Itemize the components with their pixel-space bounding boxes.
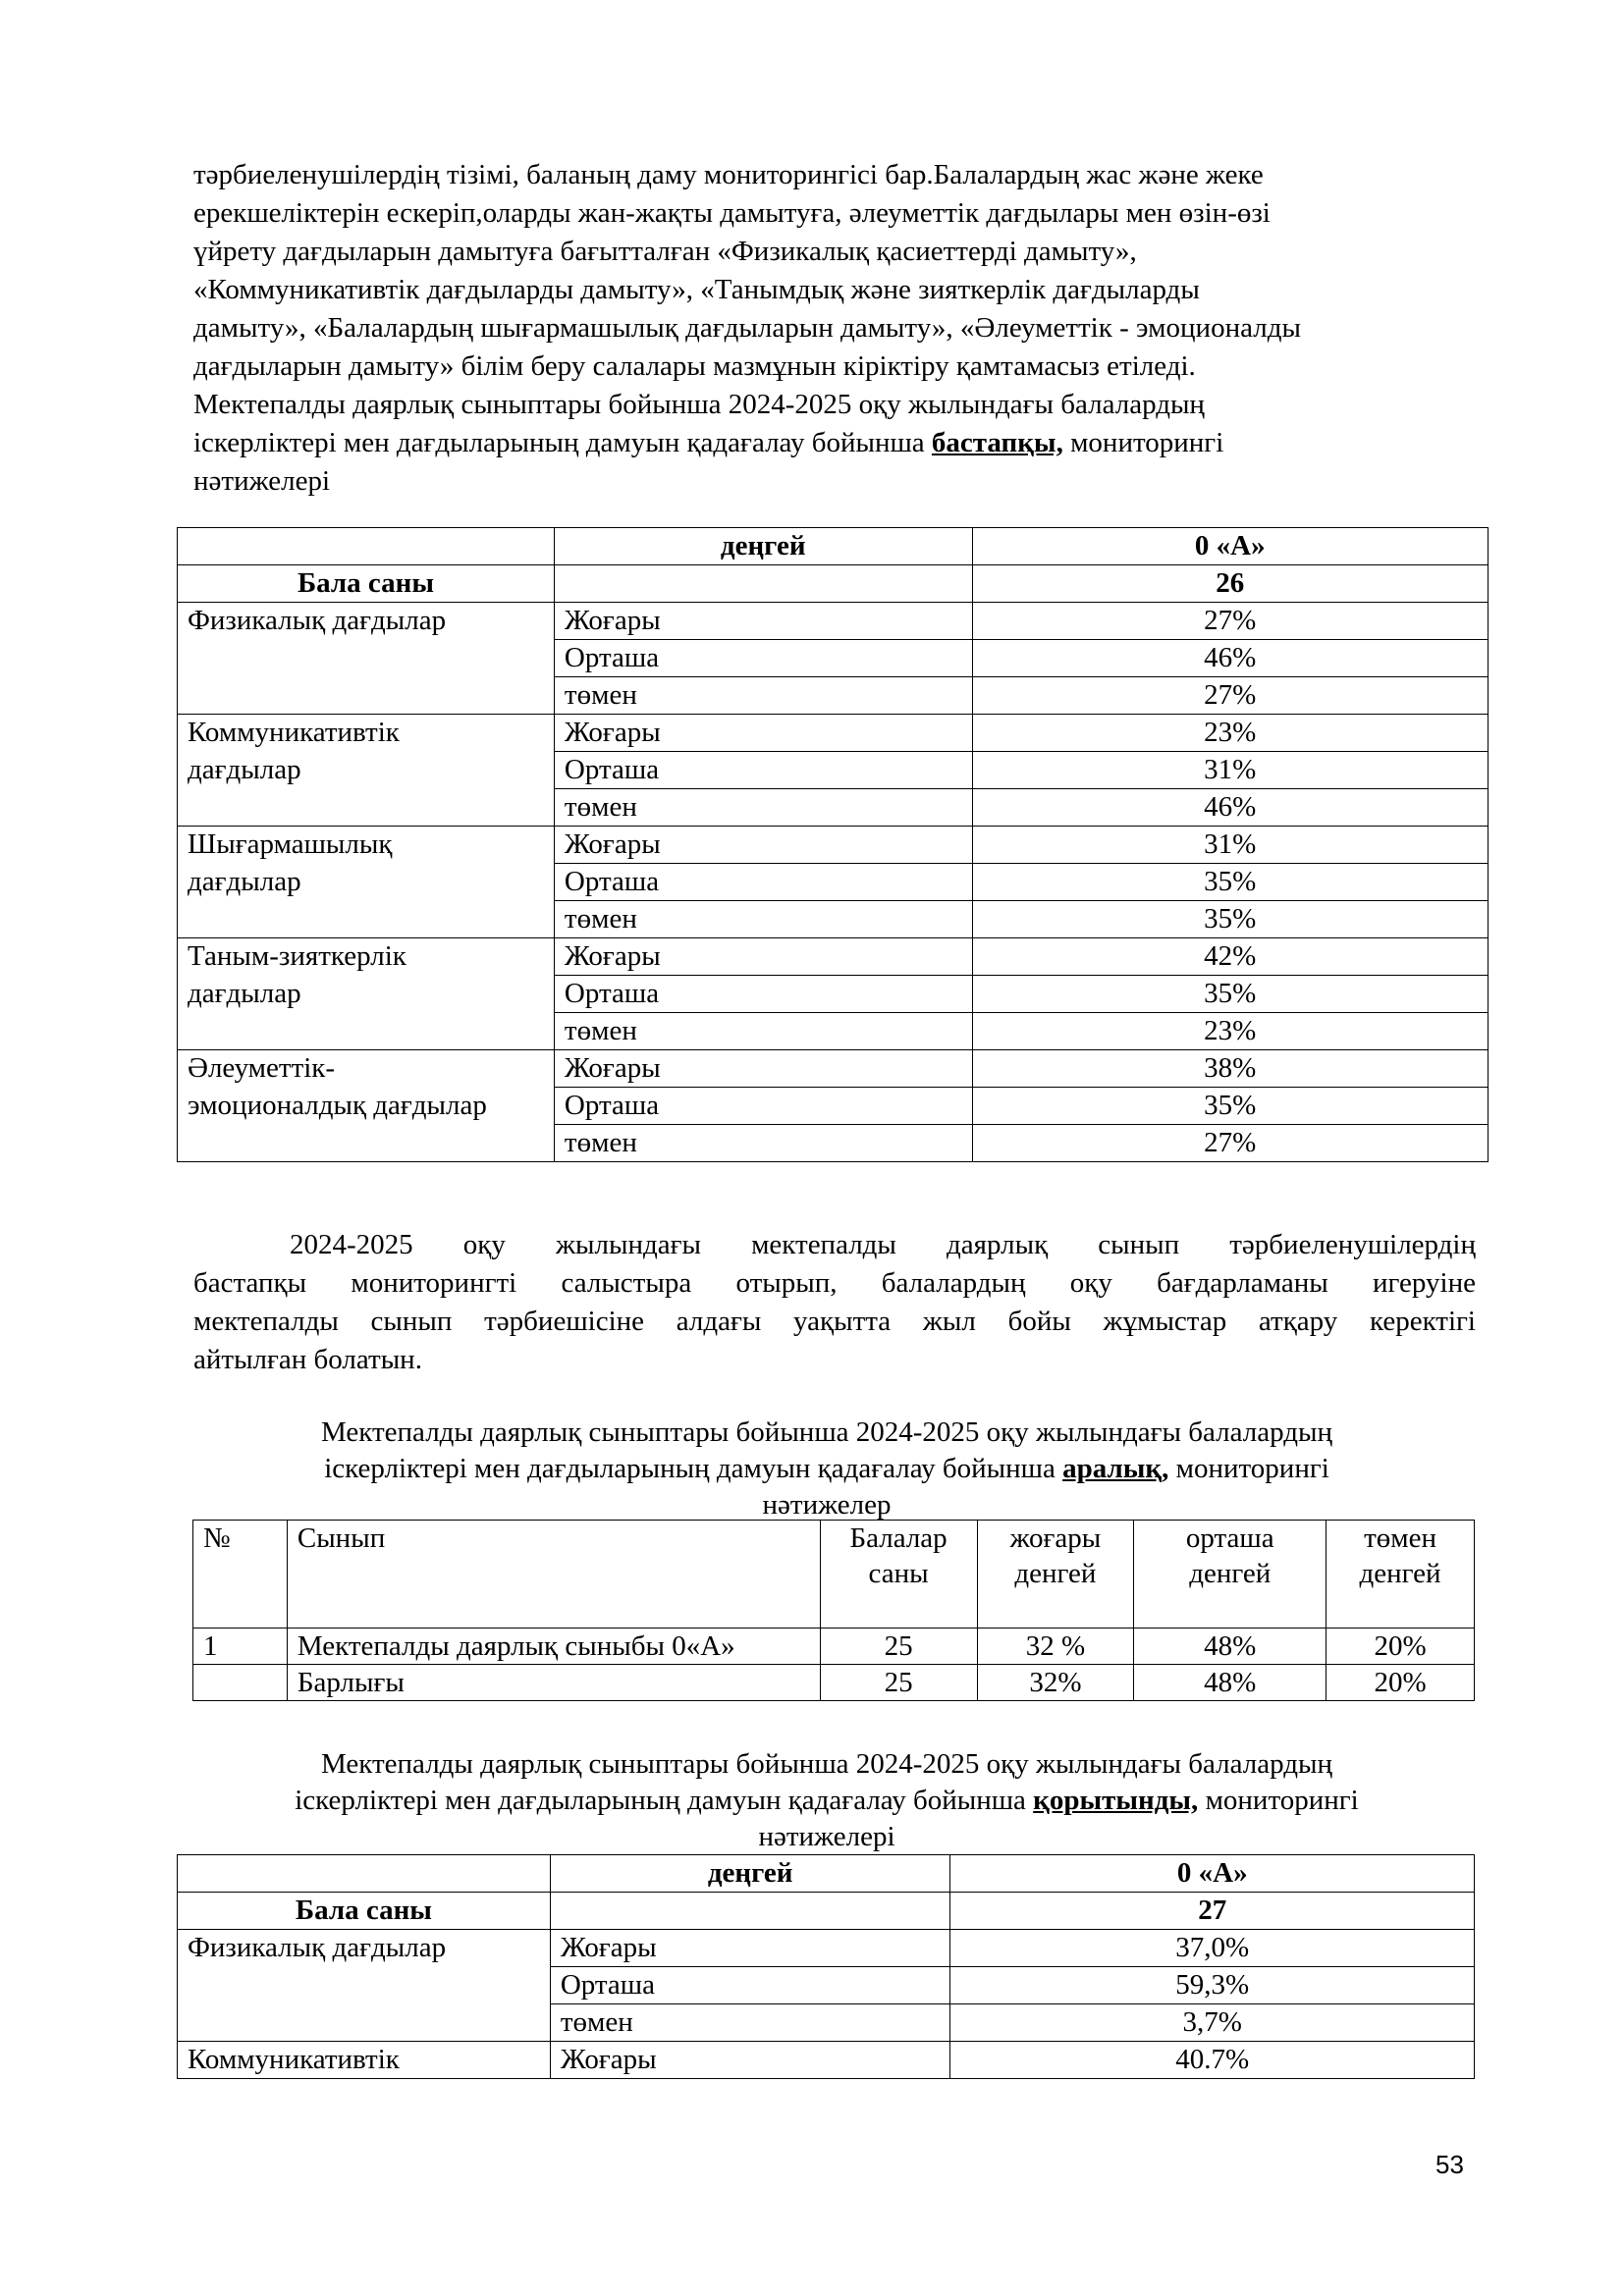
level-cell: төмен xyxy=(554,1013,972,1050)
value-cell: 23% xyxy=(972,715,1488,752)
title2-keyword: аралық, xyxy=(1062,1453,1169,1484)
level-cell: Орташа xyxy=(554,864,972,901)
header-class: 0 «А» xyxy=(972,528,1488,565)
conclusion-line: айтылған болатын. xyxy=(193,1344,422,1375)
skill-name: эмоционалдық дағдылар xyxy=(178,1088,555,1125)
conclusion-line: мектепалды сынып тәрбиешісіне алдағы уақытта жыл бойы жұмыстар атқару керектігі xyxy=(193,1306,1476,1337)
intro-line: үйрету дағдыларын дамытуға бағытталған «Физикалық қасиеттерді дамыту», xyxy=(193,236,1137,267)
value-cell: 27% xyxy=(972,1125,1488,1162)
level-cell: Жоғары xyxy=(550,1930,950,1967)
value-cell: 40.7% xyxy=(950,2042,1475,2079)
value-cell: 42% xyxy=(972,938,1488,976)
final-monitoring-table xyxy=(177,1854,1475,2079)
child-count-label: Бала саны xyxy=(178,565,555,603)
skill-name: дағдылар xyxy=(178,752,555,789)
skill-name: Әлеуметтік- xyxy=(178,1050,555,1088)
skill-name: Шығармашылық xyxy=(178,827,555,864)
level-cell: Жоғары xyxy=(554,827,972,864)
title1-keyword: бастапқы, xyxy=(931,427,1063,458)
title1-line2: іскерліктері мен дағдыларының дамуын қадағалау бойынша бастапқы, мониторингі xyxy=(193,427,1224,458)
level-cell: төмен xyxy=(554,1125,972,1162)
header-high: жоғары денгей xyxy=(977,1521,1134,1629)
intro-line: Мектепалды даярлық сыныптары бойынша 2024-2025 оқу жылындағы балалардың xyxy=(193,389,1205,420)
title3-keyword: қорытынды, xyxy=(1033,1785,1199,1816)
final-monitoring-title: Мектепалды даярлық сыныптары бойынша 2024-2025 оқу жылындағы балалардың іскерліктері мен дағдыларының дамуын қадағалау бойынша қорытынды, мониторингі нәтижелері xyxy=(295,1748,1359,1852)
header-level: деңгей xyxy=(550,1855,950,1893)
row-class: Мектепалды даярлық сыныбы 0«А» xyxy=(287,1629,820,1665)
skill-name: Коммуникативтік xyxy=(178,715,555,752)
skill-name: дағдылар xyxy=(178,976,555,1013)
level-cell: Орташа xyxy=(554,1088,972,1125)
interim-monitoring-title: Мектепалды даярлық сыныптары бойынша 2024-2025 оқу жылындағы балалардың іскерліктері мен дағдыларының дамуын қадағалау бойынша аралық, мониторингі нәтижелер xyxy=(321,1416,1332,1521)
value-cell: 35% xyxy=(972,1088,1488,1125)
level-cell: Орташа xyxy=(554,976,972,1013)
level-cell: Орташа xyxy=(554,752,972,789)
value-cell: 35% xyxy=(972,976,1488,1013)
value-cell: 23% xyxy=(972,1013,1488,1050)
row-low: 20% xyxy=(1326,1629,1475,1665)
conclusion-line: бастапқы мониторингті салыстыра отырып, балалардың оқу бағдарламаны игеруіне xyxy=(193,1267,1476,1299)
value-cell: 27% xyxy=(972,603,1488,640)
child-count-label: Бала саны xyxy=(178,1893,551,1930)
page-number: 53 xyxy=(1435,2150,1464,2179)
header-class: 0 «А» xyxy=(950,1855,1475,1893)
row-count: 25 xyxy=(820,1629,977,1665)
row-high: 32% xyxy=(977,1665,1134,1701)
value-cell: 35% xyxy=(972,901,1488,938)
child-count-value: 26 xyxy=(972,565,1488,603)
value-cell: 59,3% xyxy=(950,1967,1475,2004)
header-level: деңгей xyxy=(554,528,972,565)
value-cell: 31% xyxy=(972,752,1488,789)
level-cell: Орташа xyxy=(554,640,972,677)
header-low: төмен денгей xyxy=(1326,1521,1475,1629)
initial-monitoring-table xyxy=(177,527,1489,1162)
title1-line3: нәтижелері xyxy=(193,465,331,497)
value-cell: 35% xyxy=(972,864,1488,901)
intro-line: дағдыларын дамыту» білім беру салалары мазмұнын кіріктіру қамтамасыз етіледі. xyxy=(193,350,1196,382)
header-count: Балалар саны xyxy=(820,1521,977,1629)
header-mid: орташа денгей xyxy=(1134,1521,1326,1629)
level-cell: Жоғары xyxy=(554,715,972,752)
value-cell: 31% xyxy=(972,827,1488,864)
level-cell: Жоғары xyxy=(554,603,972,640)
row-class: Барлығы xyxy=(287,1665,820,1701)
intro-line: «Коммуникативтік дағдыларды дамыту», «Танымдық және зияткерлік дағдыларды xyxy=(193,274,1200,305)
interim-monitoring-table xyxy=(192,1520,1475,1701)
skill-name: Физикалық дағдылар xyxy=(178,1930,551,1967)
child-count-value: 27 xyxy=(950,1893,1475,1930)
row-num: 1 xyxy=(193,1629,288,1665)
value-cell: 46% xyxy=(972,789,1488,827)
intro-line: ерекшеліктерін ескеріп,оларды жан-жақты дамытуға, әлеуметтік дағдылары мен өзін-өзі xyxy=(193,197,1271,229)
conclusion-paragraph xyxy=(193,1226,1476,1379)
row-high: 32 % xyxy=(977,1629,1134,1665)
level-cell: Жоғары xyxy=(554,1050,972,1088)
intro-paragraph xyxy=(193,156,1460,501)
intro-line: тәрбиеленушілердің тізімі, баланың даму мониторингісі бар.Балалардың жас және жеке xyxy=(193,159,1264,190)
value-cell: 3,7% xyxy=(950,2004,1475,2042)
value-cell: 27% xyxy=(972,677,1488,715)
value-cell: 46% xyxy=(972,640,1488,677)
row-count: 25 xyxy=(820,1665,977,1701)
header-num: № xyxy=(193,1521,288,1629)
value-cell: 38% xyxy=(972,1050,1488,1088)
row-num xyxy=(193,1665,288,1701)
level-cell: Жоғары xyxy=(550,2042,950,2079)
skill-name: Таным-зияткерлік xyxy=(178,938,555,976)
intro-line: дамыту», «Балалардың шығармашылық дағдыларын дамыту», «Әлеуметтік - эмоционалды xyxy=(193,312,1301,344)
row-low: 20% xyxy=(1326,1665,1475,1701)
conclusion-line: 2024-2025 оқу жылындағы мектепалды даярлық сынып тәрбиеленушілердің xyxy=(290,1229,1476,1260)
skill-name: дағдылар xyxy=(178,864,555,901)
row-mid: 48% xyxy=(1134,1665,1326,1701)
level-cell: төмен xyxy=(554,901,972,938)
level-cell: Жоғары xyxy=(554,938,972,976)
level-cell: төмен xyxy=(550,2004,950,2042)
skill-name: Коммуникативтік xyxy=(178,2042,551,2079)
level-cell: төмен xyxy=(554,789,972,827)
row-mid: 48% xyxy=(1134,1629,1326,1665)
level-cell: Орташа xyxy=(550,1967,950,2004)
level-cell: төмен xyxy=(554,677,972,715)
header-class: Сынып xyxy=(287,1521,820,1629)
skill-name: Физикалық дағдылар xyxy=(178,603,555,640)
value-cell: 37,0% xyxy=(950,1930,1475,1967)
